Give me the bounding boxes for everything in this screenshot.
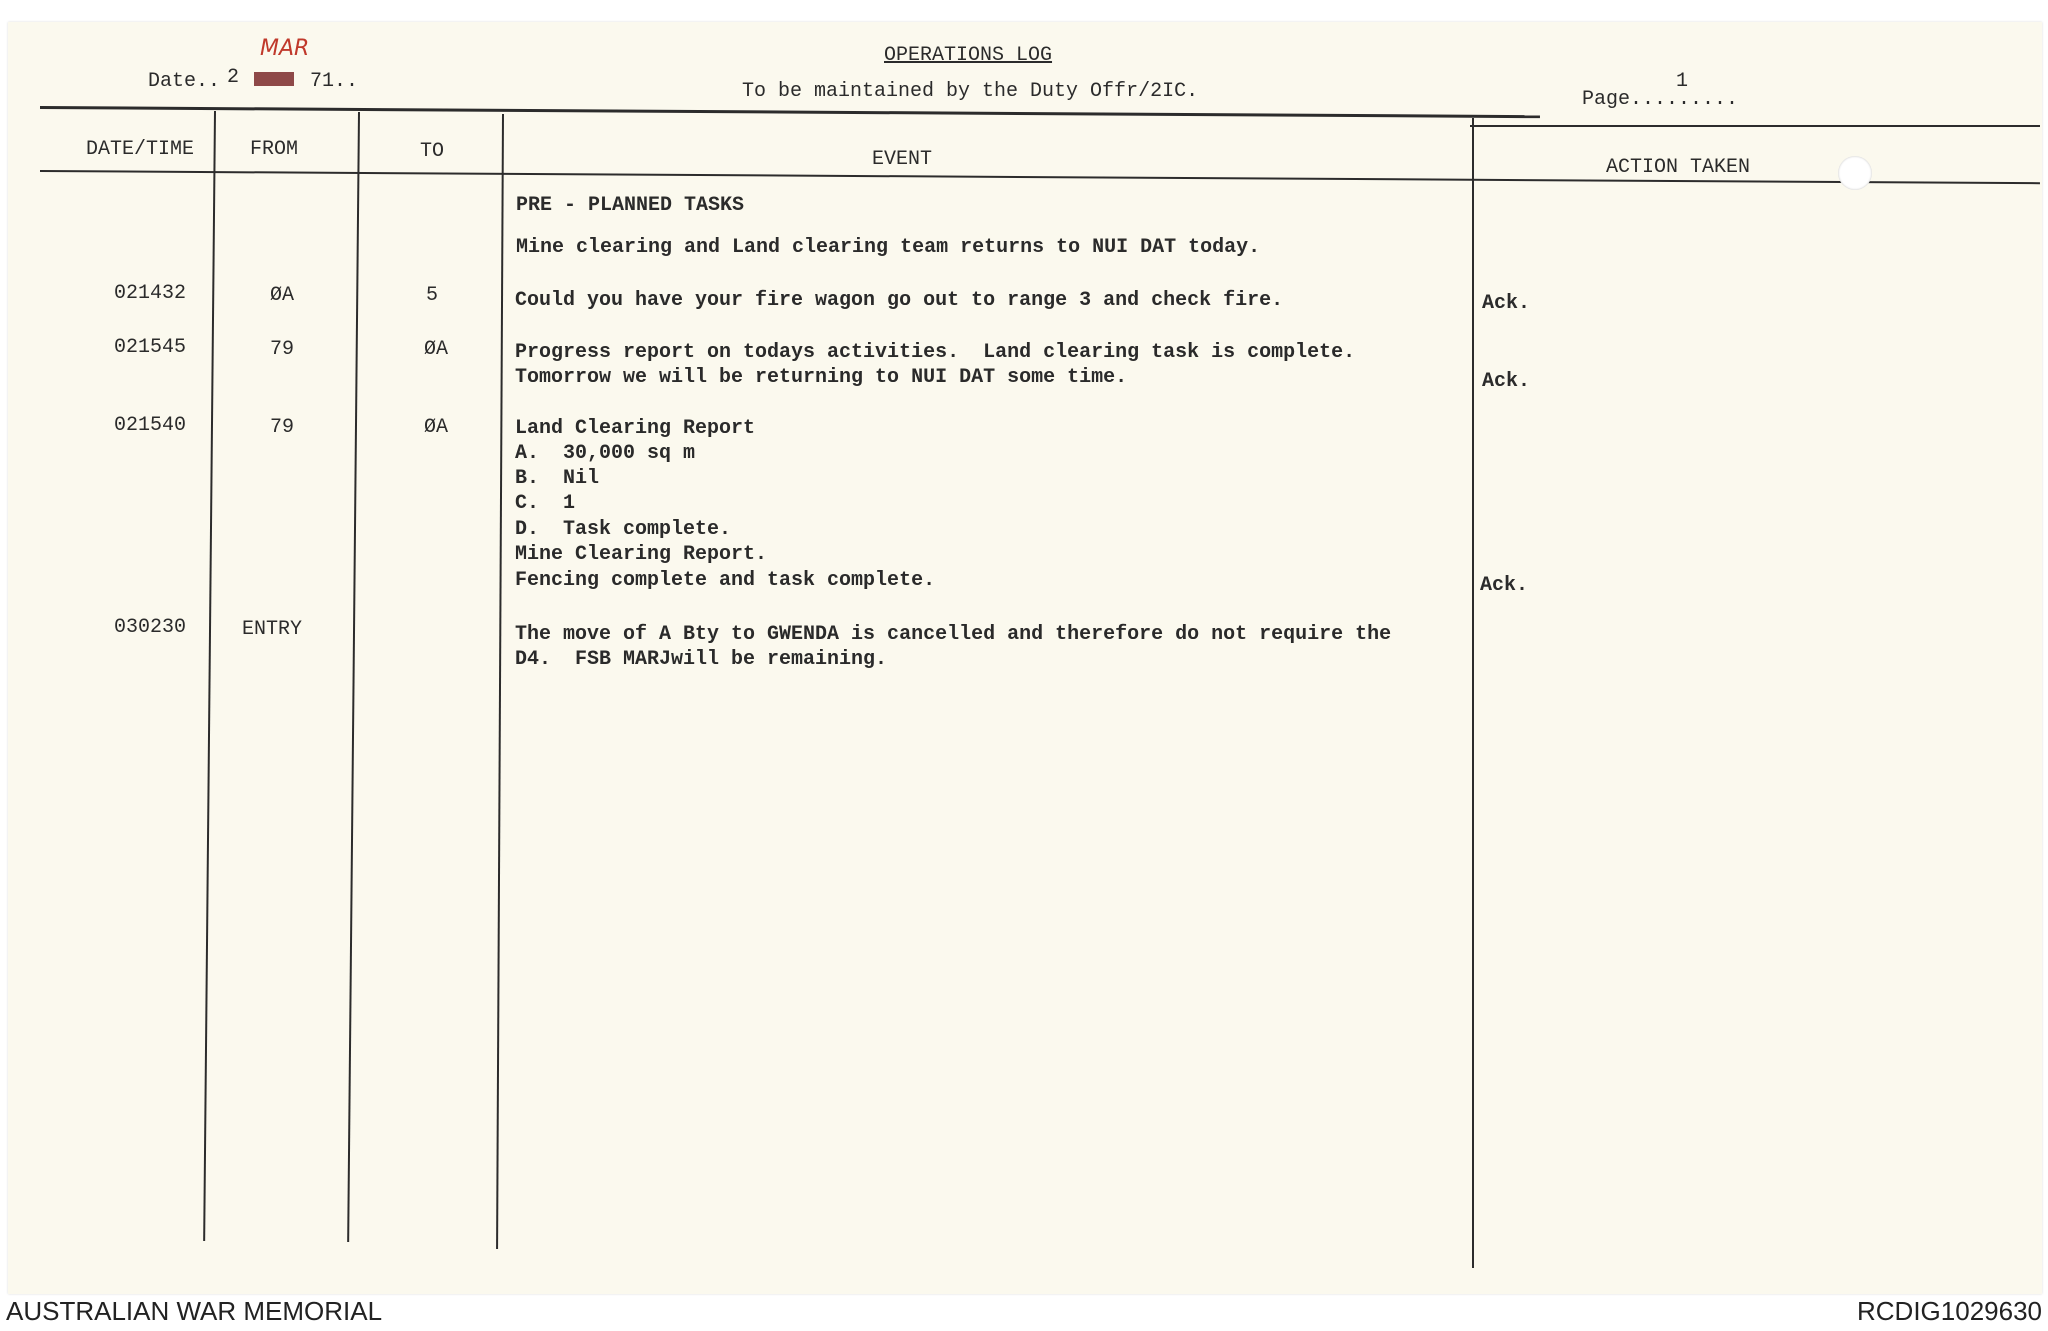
entry-from: 79 bbox=[270, 338, 295, 361]
page-label: Page......... bbox=[1582, 88, 1739, 111]
col-header-datetime: DATE/TIME bbox=[86, 138, 195, 161]
entry-datetime: 021540 bbox=[114, 414, 187, 437]
entry-datetime: 030230 bbox=[114, 616, 187, 639]
col-header-action: ACTION TAKEN bbox=[1606, 156, 1751, 179]
header-rule-top-right bbox=[1470, 125, 2040, 127]
date-day: 2 bbox=[227, 66, 240, 89]
entry-event-line: Mine Clearing Report. bbox=[515, 543, 768, 566]
entry-event-line: Land Clearing Report bbox=[515, 417, 756, 440]
entry-action: Ack. bbox=[1482, 292, 1531, 315]
date-month-handwritten: MAR bbox=[260, 36, 310, 61]
entry-event-line: Fencing complete and task complete. bbox=[515, 569, 936, 592]
log-subtitle: To be maintained by the Duty Offr/2IC. bbox=[742, 80, 1199, 103]
entry-action: Ack. bbox=[1482, 370, 1531, 393]
col-header-event: EVENT bbox=[872, 148, 933, 171]
date-year: 71.. bbox=[310, 70, 359, 93]
entry-event-line: The move of A Bty to GWENDA is cancelled and therefore do not require the bbox=[515, 623, 1392, 646]
log-title: OPERATIONS LOG bbox=[884, 44, 1053, 67]
document-sheet bbox=[8, 22, 2042, 1294]
preamble-line: Mine clearing and Land clearing team returns to NUI DAT today. bbox=[516, 236, 1261, 259]
entry-from: ENTRY bbox=[242, 618, 303, 641]
entry-to: ØA bbox=[424, 338, 449, 361]
entry-datetime: 021432 bbox=[114, 282, 187, 305]
entry-from: 79 bbox=[270, 416, 295, 439]
entry-to: 5 bbox=[426, 284, 439, 307]
entry-event-line: Tomorrow we will be returning to NUI DAT some time. bbox=[515, 366, 1128, 389]
col-header-to: TO bbox=[420, 140, 445, 163]
entry-from: ØA bbox=[270, 284, 295, 307]
entry-action: Ack. bbox=[1480, 574, 1529, 597]
page-number: 1 bbox=[1676, 70, 1689, 93]
entry-event-line: D. Task complete. bbox=[515, 518, 732, 541]
column-divider-4 bbox=[1472, 118, 1474, 1268]
footer-record-id: RCDIG1029630 bbox=[1857, 1296, 2042, 1326]
footer-archive-name: AUSTRALIAN WAR MEMORIAL bbox=[6, 1296, 383, 1326]
entry-event-line: D4. FSB MARJwill be remaining. bbox=[515, 648, 888, 671]
entry-datetime: 021545 bbox=[114, 336, 187, 359]
date-label: Date.. bbox=[148, 70, 221, 93]
entry-event-line: Could you have your fire wagon go out to range 3 and check fire. bbox=[515, 289, 1284, 312]
entry-event-line: B. Nil bbox=[515, 467, 600, 490]
entry-to: ØA bbox=[424, 416, 449, 439]
preamble-heading: PRE - PLANNED TASKS bbox=[516, 194, 745, 217]
entry-event-line: Progress report on todays activities. Land clearing task is complete. bbox=[515, 341, 1356, 364]
col-header-from: FROM bbox=[250, 138, 299, 161]
entry-event-line: A. 30,000 sq m bbox=[515, 442, 696, 465]
entry-event-line: C. 1 bbox=[515, 492, 576, 515]
punch-hole bbox=[1838, 156, 1872, 190]
date-month-strikeout bbox=[254, 72, 294, 86]
